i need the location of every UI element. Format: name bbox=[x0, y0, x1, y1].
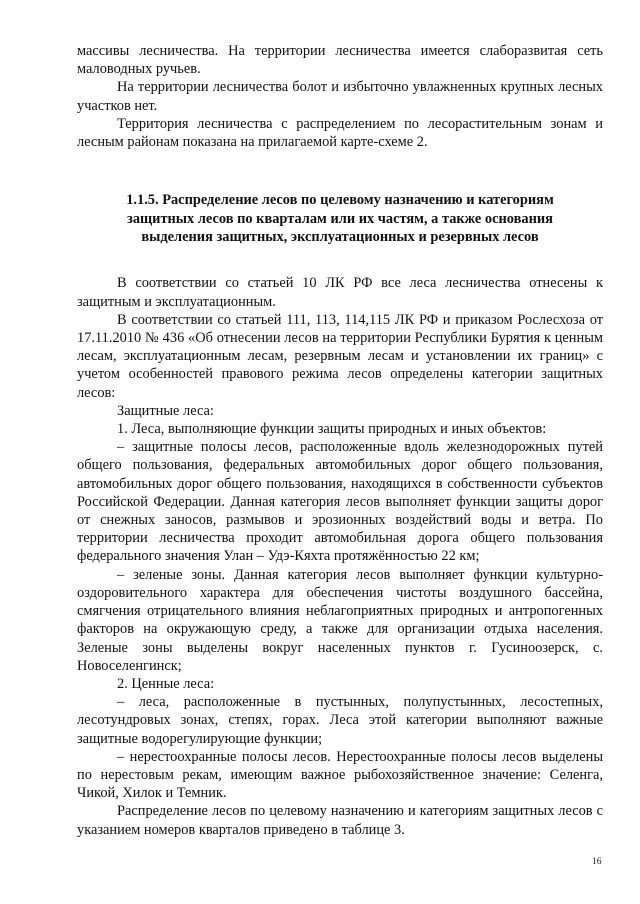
paragraph-protective-forests: Защитные леса: bbox=[117, 402, 214, 419]
paragraph-swamps: На территории лесничества болот и избыточно увлажненных крупных лесных участков нет. bbox=[77, 79, 603, 114]
paragraph-map-reference: Территория лесничества с распределением по лесорастительным зонам и лесным районам показана на прилагаемой карте-схеме 2. bbox=[77, 115, 603, 151]
paragraph-continuation: массивы лесничества. На территории лесничества имеется слаборазвитая сеть маловодных ручьев. bbox=[77, 43, 603, 78]
paragraph-category-1: 1. Леса, выполняющие функции защиты природных и иных объектов: bbox=[117, 421, 547, 438]
page-number: 16 bbox=[592, 857, 602, 867]
paragraph-order-436: В соответствии со статьей 111, 113, 114,115 ЛК РФ и приказом Рослесхоза от 17.11.2010 № 436 «Об отнесении лесов на территории Республики Бурятия к ценным лесам, эксплуатационным лесам, резервным лесам и установлении их границ» с учетом особенностей правового режима лесов определены категории защитных лесов: bbox=[77, 311, 603, 401]
paragraph-article-10: В соответствии со статьей 10 ЛК РФ все леса лесничества отнесены к защитным и эксплуатационным. bbox=[77, 275, 603, 310]
paragraph-spawning-strips: – нерестоохранные полосы лесов. Нерестоохранные полосы лесов выделены по нерестовым рекам, имеющим важное рыбохозяйственное значение: Селенга, Чикой, Хилок и Темник. bbox=[77, 748, 603, 802]
document-page bbox=[77, 42, 603, 839]
paragraph-table-reference: Распределение лесов по целевому назначению и категориям защитных лесов с указанием номеров кварталов приведено в таблице 3. bbox=[77, 803, 603, 838]
paragraph-road-strips: – защитные полосы лесов, расположенные вдоль железнодорожных путей общего пользования, федеральных автомобильных дорог общего пользования, автомобильных дорог общего пользования, находящихся в собственности субъектов Российской Федерации. Данная категория лесов выполняет функции защиты дорог от снежных заносов, размывов и эрозионных воздействий воды и ветра. По территории лесничества проходит автомобильная дорога общего пользования федерального значения Улан – Удэ-Кяхта протяжённостью 22 км; bbox=[77, 439, 603, 565]
paragraph-category-2: 2. Ценные леса: bbox=[117, 675, 215, 692]
section-heading: 1.1.5. Распределение лесов по целевому назначению и категориям защитных лесов по кварталам или их частям, а также основания выделения защитных, эксплуатационных и резервных лесов bbox=[126, 192, 554, 246]
paragraph-green-zones: – зеленые зоны. Данная категория лесов выполняет функции культурно-оздоровительного характера для обеспечения чистоты воздушного бассейна, смягчения отрицательного влияния неблагоприятных природных и антропогенных факторов на окружающую среду, а также для организации отдыха населения. Зеленые зоны выделены вокруг населенных пунктов г. Гусиноозерск, с. Новоселенгинск; bbox=[77, 566, 603, 674]
paragraph-desert-forests: – леса, расположенные в пустынных, полупустынных, лесостепных, лесотундровых зонах, степях, горах. Леса этой категории выполняют важные защитные водорегулирующие функции; bbox=[77, 694, 603, 747]
